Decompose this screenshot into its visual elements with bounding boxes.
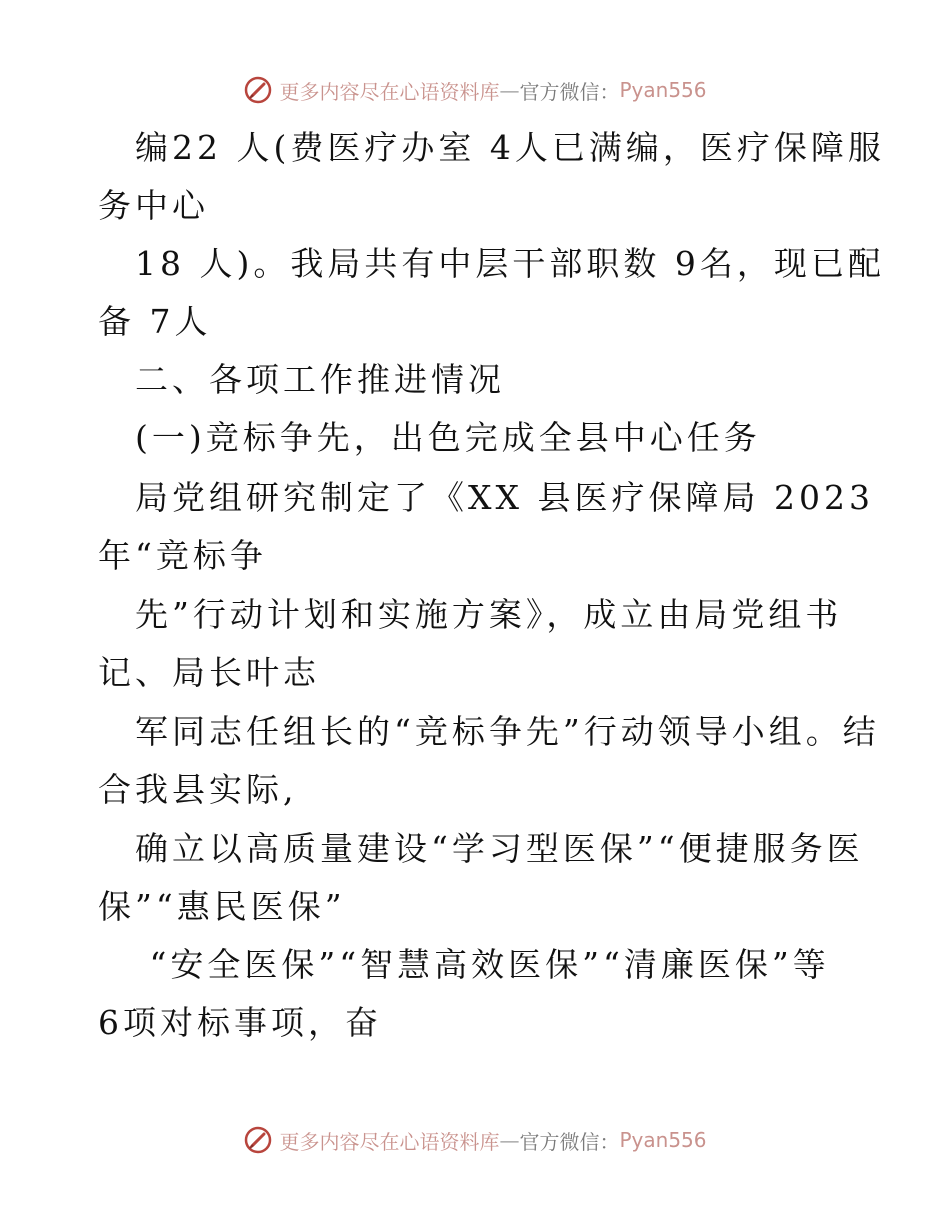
watermark-brand: 更多内容尽在心语资料库 — [279, 1129, 500, 1154]
body-line: 6项对标事项，奋 — [98, 1003, 382, 1042]
body-line: 军同志任组长的“竞标争先”行动领导小组。结 — [135, 712, 880, 751]
body-line: 先”行动计划和实施方案》，成立由局党组书 — [135, 595, 843, 634]
subsection-heading: (一)竞标争先，出色完成全县中心任务 — [135, 418, 761, 457]
body-line: 局党组研究制定了《XX 县医疗保障局 2023 — [135, 478, 874, 517]
watermark-wechat-id: Pyan556 — [619, 78, 707, 102]
body-line: “安全医保”“智慧高效医保”“清廉医保”等 — [135, 945, 830, 984]
watermark-wechat-label: 官方微信： — [519, 79, 620, 104]
body-line: 记、局长叶志 — [98, 653, 320, 692]
watermark-dash: — — [499, 1128, 520, 1152]
body-line: 合我县实际, — [98, 770, 298, 809]
body-line: 确立以高质量建设“学习型医保”“便捷服务医 — [135, 829, 864, 868]
body-line: 18 人)。我局共有中层干部职数 9名，现已配 — [135, 244, 885, 283]
footer-watermark — [0, 1120, 950, 1160]
section-heading: 二、各项工作推进情况 — [135, 360, 505, 399]
watermark-wechat-id: Pyan556 — [619, 1128, 707, 1152]
watermark-wechat-label: 官方微信： — [519, 1129, 620, 1154]
watermark-dash: — — [499, 78, 520, 102]
pen-logo-icon — [243, 1125, 273, 1155]
watermark-brand: 更多内容尽在心语资料库 — [279, 79, 500, 104]
body-line: 保”“惠民医保” — [98, 887, 346, 926]
body-line: 编22 人(费医疗办室 4人已满编，医疗保障服 — [135, 128, 885, 167]
body-line: 务中心 — [98, 186, 209, 225]
pen-logo-icon — [243, 75, 273, 105]
body-line: 备 7人 — [98, 302, 212, 341]
header-watermark — [0, 70, 950, 110]
body-line: 年“竞标争 — [98, 536, 267, 575]
